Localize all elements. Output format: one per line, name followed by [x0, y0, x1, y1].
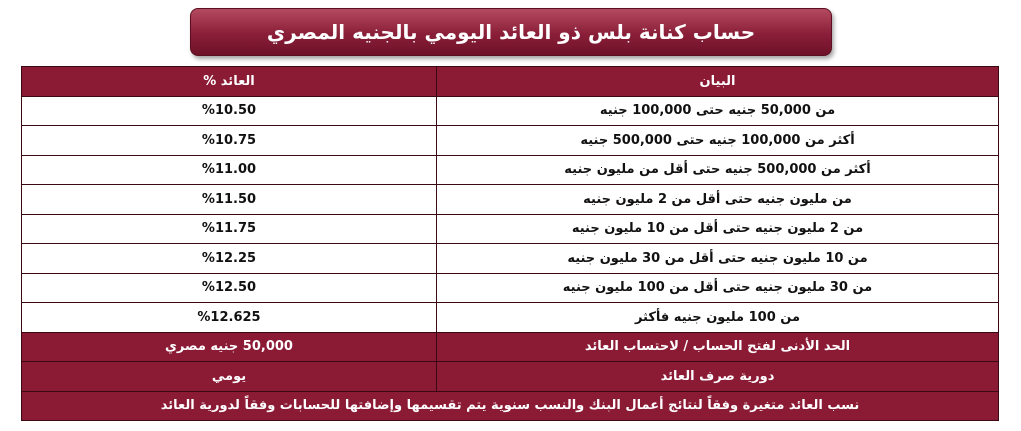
- row-description: من 10 مليون جنيه حتى أقل من 30 مليون جنيه: [437, 244, 999, 274]
- header-description: البيان: [437, 67, 999, 97]
- row-rate: %12.50: [22, 273, 437, 303]
- header-rate: العائد %: [22, 67, 437, 97]
- note-text: نسب العائد متغيرة وفقاً لنتائج أعمال البنك والنسب سنوية يتم تقسيمها وإضافتها للحسابات وفقاً لدورية العائد: [22, 391, 999, 421]
- row-description: من مليون جنيه حتى أقل من 2 مليون جنيه: [437, 185, 999, 215]
- row-description: أكثر من 100,000 جنيه حتى 500,000 جنيه: [437, 126, 999, 156]
- frequency-value: يومي: [22, 362, 437, 392]
- row-rate: %10.50: [22, 96, 437, 126]
- row-rate: %12.25: [22, 244, 437, 274]
- row-rate: %10.75: [22, 126, 437, 156]
- row-description: أكثر من 500,000 جنيه حتى أقل من مليون جنيه: [437, 155, 999, 185]
- minimum-label: الحد الأدنى لفتح الحساب / لاحتساب العائد: [437, 332, 999, 362]
- row-description: من 50,000 جنيه حتى 100,000 جنيه: [437, 96, 999, 126]
- table-row: [22, 155, 999, 185]
- table-row: [22, 214, 999, 244]
- frequency-row: [22, 362, 999, 392]
- table-row: [22, 185, 999, 215]
- row-rate: %12.625: [22, 303, 437, 333]
- table-row: [22, 303, 999, 333]
- table-row: [22, 273, 999, 303]
- frequency-label: دورية صرف العائد: [437, 362, 999, 392]
- row-description: من 30 مليون جنيه حتى أقل من 100 مليون جنيه: [437, 273, 999, 303]
- table-row: [22, 96, 999, 126]
- table-row: [22, 244, 999, 274]
- row-rate: %11.00: [22, 155, 437, 185]
- row-description: من 100 مليون جنيه فأكثر: [437, 303, 999, 333]
- minimum-row: [22, 332, 999, 362]
- row-rate: %11.50: [22, 185, 437, 215]
- table-header-row: [22, 67, 999, 97]
- note-row: [22, 391, 999, 421]
- minimum-value: 50,000 جنيه مصري: [22, 332, 437, 362]
- table-row: [22, 126, 999, 156]
- row-rate: %11.75: [22, 214, 437, 244]
- row-description: من 2 مليون جنيه حتى أقل من 10 مليون جنيه: [437, 214, 999, 244]
- page-title: حساب كنانة بلس ذو العائد اليومي بالجنيه المصري: [190, 8, 832, 56]
- rates-table: [21, 66, 999, 421]
